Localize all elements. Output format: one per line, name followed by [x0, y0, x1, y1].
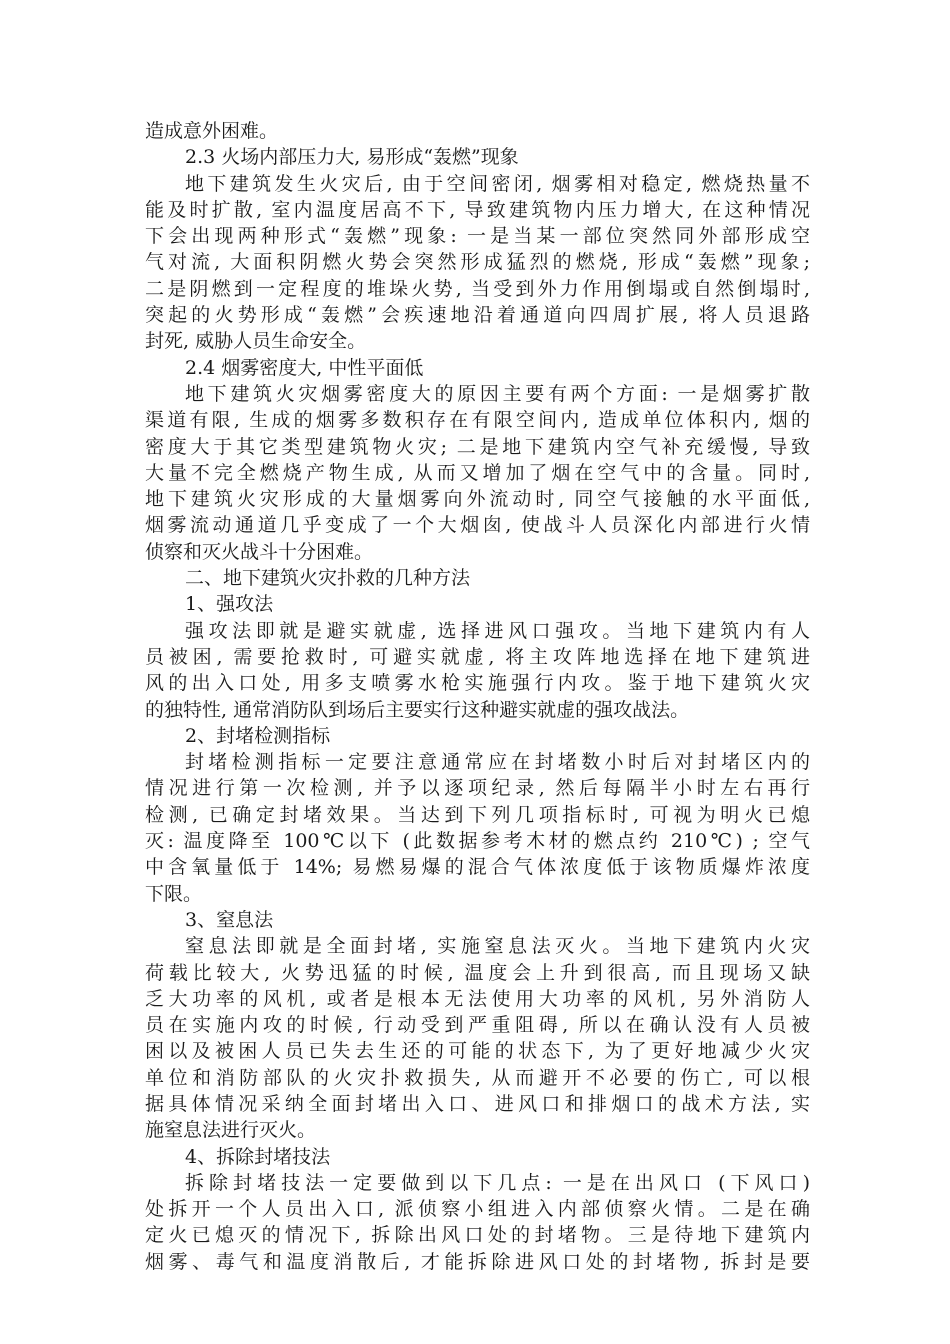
text-line: 强攻法即就是避实就虚, 选择进风口强攻。当地下建筑内有人: [185, 619, 810, 642]
text-line: 封死, 威胁人员生命安全。: [145, 330, 367, 353]
text-line: 困以及被困人员已失去生还的可能的状态下, 为了更好地减少火灾: [145, 1040, 810, 1063]
text-line: 中含氧量低于 14%; 易燃易爆的混合气体浓度低于该物质爆炸浓度: [145, 856, 810, 879]
text-line: 2.3 火场内部压力大, 易形成“轰燃”现象: [185, 146, 519, 169]
text-line: 2.4 烟雾密度大, 中性平面低: [185, 356, 424, 379]
text-line: 员在实施内攻的时候, 行动受到严重阻碍, 所以在确认没有人员被: [145, 1014, 810, 1037]
text-line: 下会出现两种形式“轰燃”现象: 一是当某一部位突然同外部形成空: [145, 225, 810, 248]
text-line: 地下建筑火灾烟雾密度大的原因主要有两个方面: 一是烟雾扩散: [185, 382, 810, 405]
text-line: 密度大于其它类型建筑物火灾; 二是地下建筑内空气补充缓慢, 导致: [145, 435, 810, 458]
text-line: 员被困, 需要抢救时, 可避实就虚, 将主攻阵地选择在地下建筑进: [145, 645, 810, 668]
text-line: 荷载比较大, 火势迅猛的时候, 温度会上升到很高, 而且现场又缺: [145, 961, 810, 984]
text-line: 造成意外困难。: [145, 120, 279, 142]
text-line: 乏大功率的风机, 或者是根本无法使用大功率的风机, 另外消防人: [145, 987, 810, 1010]
text-line: 4、拆除封堵技法: [185, 1145, 331, 1168]
text-line: 大量不完全燃烧产物生成, 从而又增加了烟在空气中的含量。同时,: [145, 461, 810, 484]
text-line: 灭: 温度降至 100℃以下 (此数据参考木材的燃点约 210℃) ; 空气: [145, 830, 810, 853]
text-line: 二是阴燃到一定程度的堆垛火势, 当受到外力作用倒塌或自然倒塌时,: [145, 277, 810, 300]
text-line: 侦察和灭火战斗十分困难。: [145, 540, 374, 563]
text-line: 施窒息法进行灭火。: [145, 1119, 317, 1142]
text-line: 下限。: [145, 882, 203, 905]
text-line: 情况进行第一次检测, 并予以逐项纪录, 然后每隔半小时左右再行: [145, 777, 810, 800]
text-line: 烟雾、毒气和温度消散后, 才能拆除进风口处的封堵物, 拆封是要: [145, 1250, 810, 1273]
text-line: 检测, 已确定封堵效果。当达到下列几项指标时, 可视为明火已熄: [145, 803, 810, 826]
text-line: 渠道有限, 生成的烟雾多数积存在有限空间内, 造成单位体积内, 烟的: [145, 409, 810, 432]
text-line: 定火已熄灭的情况下, 拆除出风口处的封堵物。三是待地下建筑内: [145, 1224, 810, 1247]
document-page: [145, 118, 810, 1275]
text-line: 1、强攻法: [185, 593, 274, 616]
text-line: 烟雾流动通道几乎变成了一个大烟囱, 使战斗人员深化内部进行火情: [145, 514, 810, 537]
text-line: 窒息法即就是全面封堵, 实施窒息法灭火。当地下建筑内火灾: [185, 935, 810, 958]
text-line: 能及时扩散, 室内温度居高不下, 导致建筑物内压力增大, 在这种情况: [145, 198, 810, 221]
text-line: 突起的火势形成“轰燃”会疾速地沿着通道向四周扩展, 将人员退路: [145, 304, 810, 327]
text-line: 拆除封堵技法一定要做到以下几点: 一是在出风口 (下风口): [185, 1171, 810, 1194]
text-line: 封堵检测指标一定要注意通常应在封堵数小时后对封堵区内的: [185, 751, 810, 774]
text-line: 地下建筑火灾形成的大量烟雾向外流动时, 同空气接触的水平面低,: [145, 488, 810, 511]
text-line: 二、地下建筑火灾扑救的几种方法: [185, 567, 471, 590]
text-line: 单位和消防部队的火灾扑救损失, 从而避开不必要的伤亡, 可以根: [145, 1066, 810, 1089]
text-line: 地下建筑发生火灾后, 由于空间密闭, 烟雾相对稳定, 燃烧热量不: [185, 172, 810, 195]
text-line: 据具体情况采纳全面封堵出入口、进风口和排烟口的战术方法, 实: [145, 1092, 810, 1115]
text-line: 处拆开一个人员出入口, 派侦察小组进入内部侦察火情。二是在确: [145, 1198, 810, 1221]
text-line: 的独特性, 通常消防队到场后主要实行这种避实就虚的强攻战法。: [145, 698, 690, 721]
text-line: 3、窒息法: [185, 908, 274, 931]
text-line: 2、封堵检测指标: [185, 724, 331, 747]
text-line: 风的出入口处, 用多支喷雾水枪实施强行内攻。鉴于地下建筑火灾: [145, 672, 810, 695]
text-line: 气对流, 大面积阴燃火势会突然形成猛烈的燃烧, 形成“轰燃”现象;: [145, 251, 810, 274]
